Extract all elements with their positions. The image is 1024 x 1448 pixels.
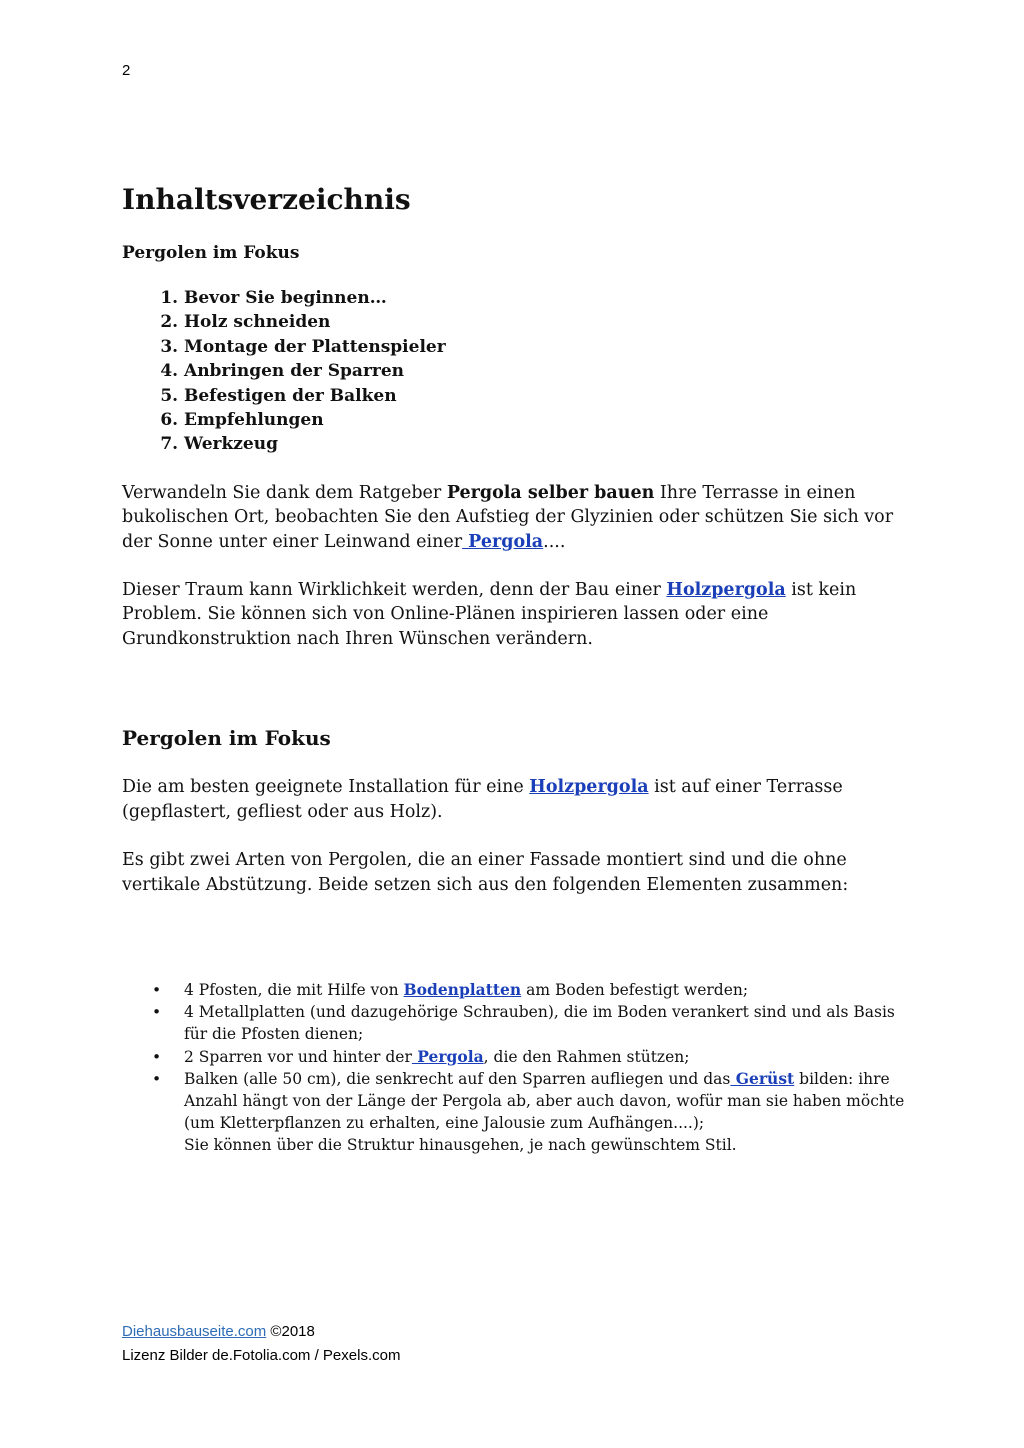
- intro-paragraph-1: [122, 481, 912, 554]
- text-run: bilden: ihre Anzahl hängt von der Länge der Pergola ab, aber auch davon, wofür man sie haben möchte (um Kletterpflanzen zu erhalten, eine Jalousie zum Aufhängen....);: [184, 1069, 905, 1133]
- text-run: Verwandeln Sie dank dem Ratgeber: [122, 482, 447, 503]
- toc-item: 7. Werkzeug: [184, 432, 912, 456]
- text-run: Ihre Terrasse in einen bukolischen Ort, beobachten Sie den Aufstieg der Glyzinien oder schützen Sie sich vor der Sonne unter einer Leinwand einer: [122, 482, 894, 552]
- list-item: [184, 1046, 912, 1068]
- text-run: ist auf einer Terrasse (gepflastert, gefliest oder aus Holz).: [122, 777, 843, 822]
- text-run: 2 Sparren vor und hinter der: [184, 1047, 412, 1066]
- pergola-link[interactable]: Pergola: [411, 1046, 484, 1066]
- section-paragraph-2: Es gibt zwei Arten von Pergolen, die an einer Fassade montiert sind und die ohne vertikale Abstützung. Beide setzen sich aus den folgenden Elementen zusammen:: [122, 850, 849, 895]
- text-run: 4 Pfosten, die mit Hilfe von: [184, 980, 404, 999]
- toc-item: 5. Befestigen der Balken: [184, 384, 912, 408]
- toc-item: 4. Anbringen der Sparren: [184, 359, 912, 383]
- text-run: am Boden befestigt werden;: [521, 980, 749, 999]
- site-link[interactable]: Diehausbauseite.com: [122, 1323, 267, 1340]
- elements-list: [122, 979, 912, 1157]
- toc-heading: Pergolen im Fokus: [122, 243, 300, 263]
- bodenplatten-link[interactable]: Bodenplatten: [403, 979, 522, 999]
- holzpergola-link[interactable]: Holzpergola: [529, 777, 649, 798]
- holzpergola-link[interactable]: Holzpergola: [666, 580, 786, 601]
- toc-item: 1. Bevor Sie beginnen…: [184, 286, 912, 310]
- text-run: ....: [543, 531, 566, 552]
- text-run: , die den Rahmen stützen;: [483, 1047, 690, 1066]
- text-run: Dieser Traum kann Wirklichkeit werden, denn der Bau einer: [122, 580, 667, 601]
- list-item: [184, 979, 912, 1001]
- list-item: • 4 Metallplatten (und dazugehörige Schrauben), die im Boden verankert sind und als Basis für die Pfosten dienen;: [184, 1001, 912, 1045]
- license-text: Lizenz Bilder de.Fotolia.com / Pexels.com: [122, 1347, 401, 1364]
- text-run: ist kein Problem. Sie können sich von Online-Plänen inspirieren lassen oder eine Grundkonstruktion nach Ihren Wünschen verändern.: [122, 580, 857, 649]
- section-heading: Pergolen im Fokus: [122, 726, 331, 751]
- page-footer: [122, 1320, 400, 1368]
- intro-paragraph-2: [122, 578, 912, 651]
- toc-item: 2. Holz schneiden: [184, 310, 912, 334]
- document-body: [122, 180, 912, 1157]
- page-title: Inhaltsverzeichnis: [122, 183, 411, 216]
- copyright-text: ©2018: [266, 1323, 315, 1340]
- bold-phrase: Pergola selber bauen: [446, 482, 655, 503]
- list-item-continuation: Sie können über die Struktur hinausgehen, je nach gewünschtem Stil.: [184, 1136, 737, 1155]
- geruest-link[interactable]: Gerüst: [730, 1068, 795, 1088]
- footer-line-1: [122, 1320, 400, 1344]
- page-number: 2: [122, 62, 131, 79]
- pergola-link[interactable]: Pergola: [462, 531, 544, 552]
- text-run: Balken (alle 50 cm), die senkrecht auf den Sparren aufliegen und das: [184, 1069, 731, 1088]
- list-item: [184, 1068, 912, 1135]
- text-run: Die am besten geeignete Installation für eine: [122, 777, 530, 798]
- section-paragraph-1: [122, 775, 912, 824]
- table-of-contents: [122, 286, 912, 457]
- toc-item: 6. Empfehlungen: [184, 408, 912, 432]
- toc-item: 3. Montage der Plattenspieler: [184, 335, 912, 359]
